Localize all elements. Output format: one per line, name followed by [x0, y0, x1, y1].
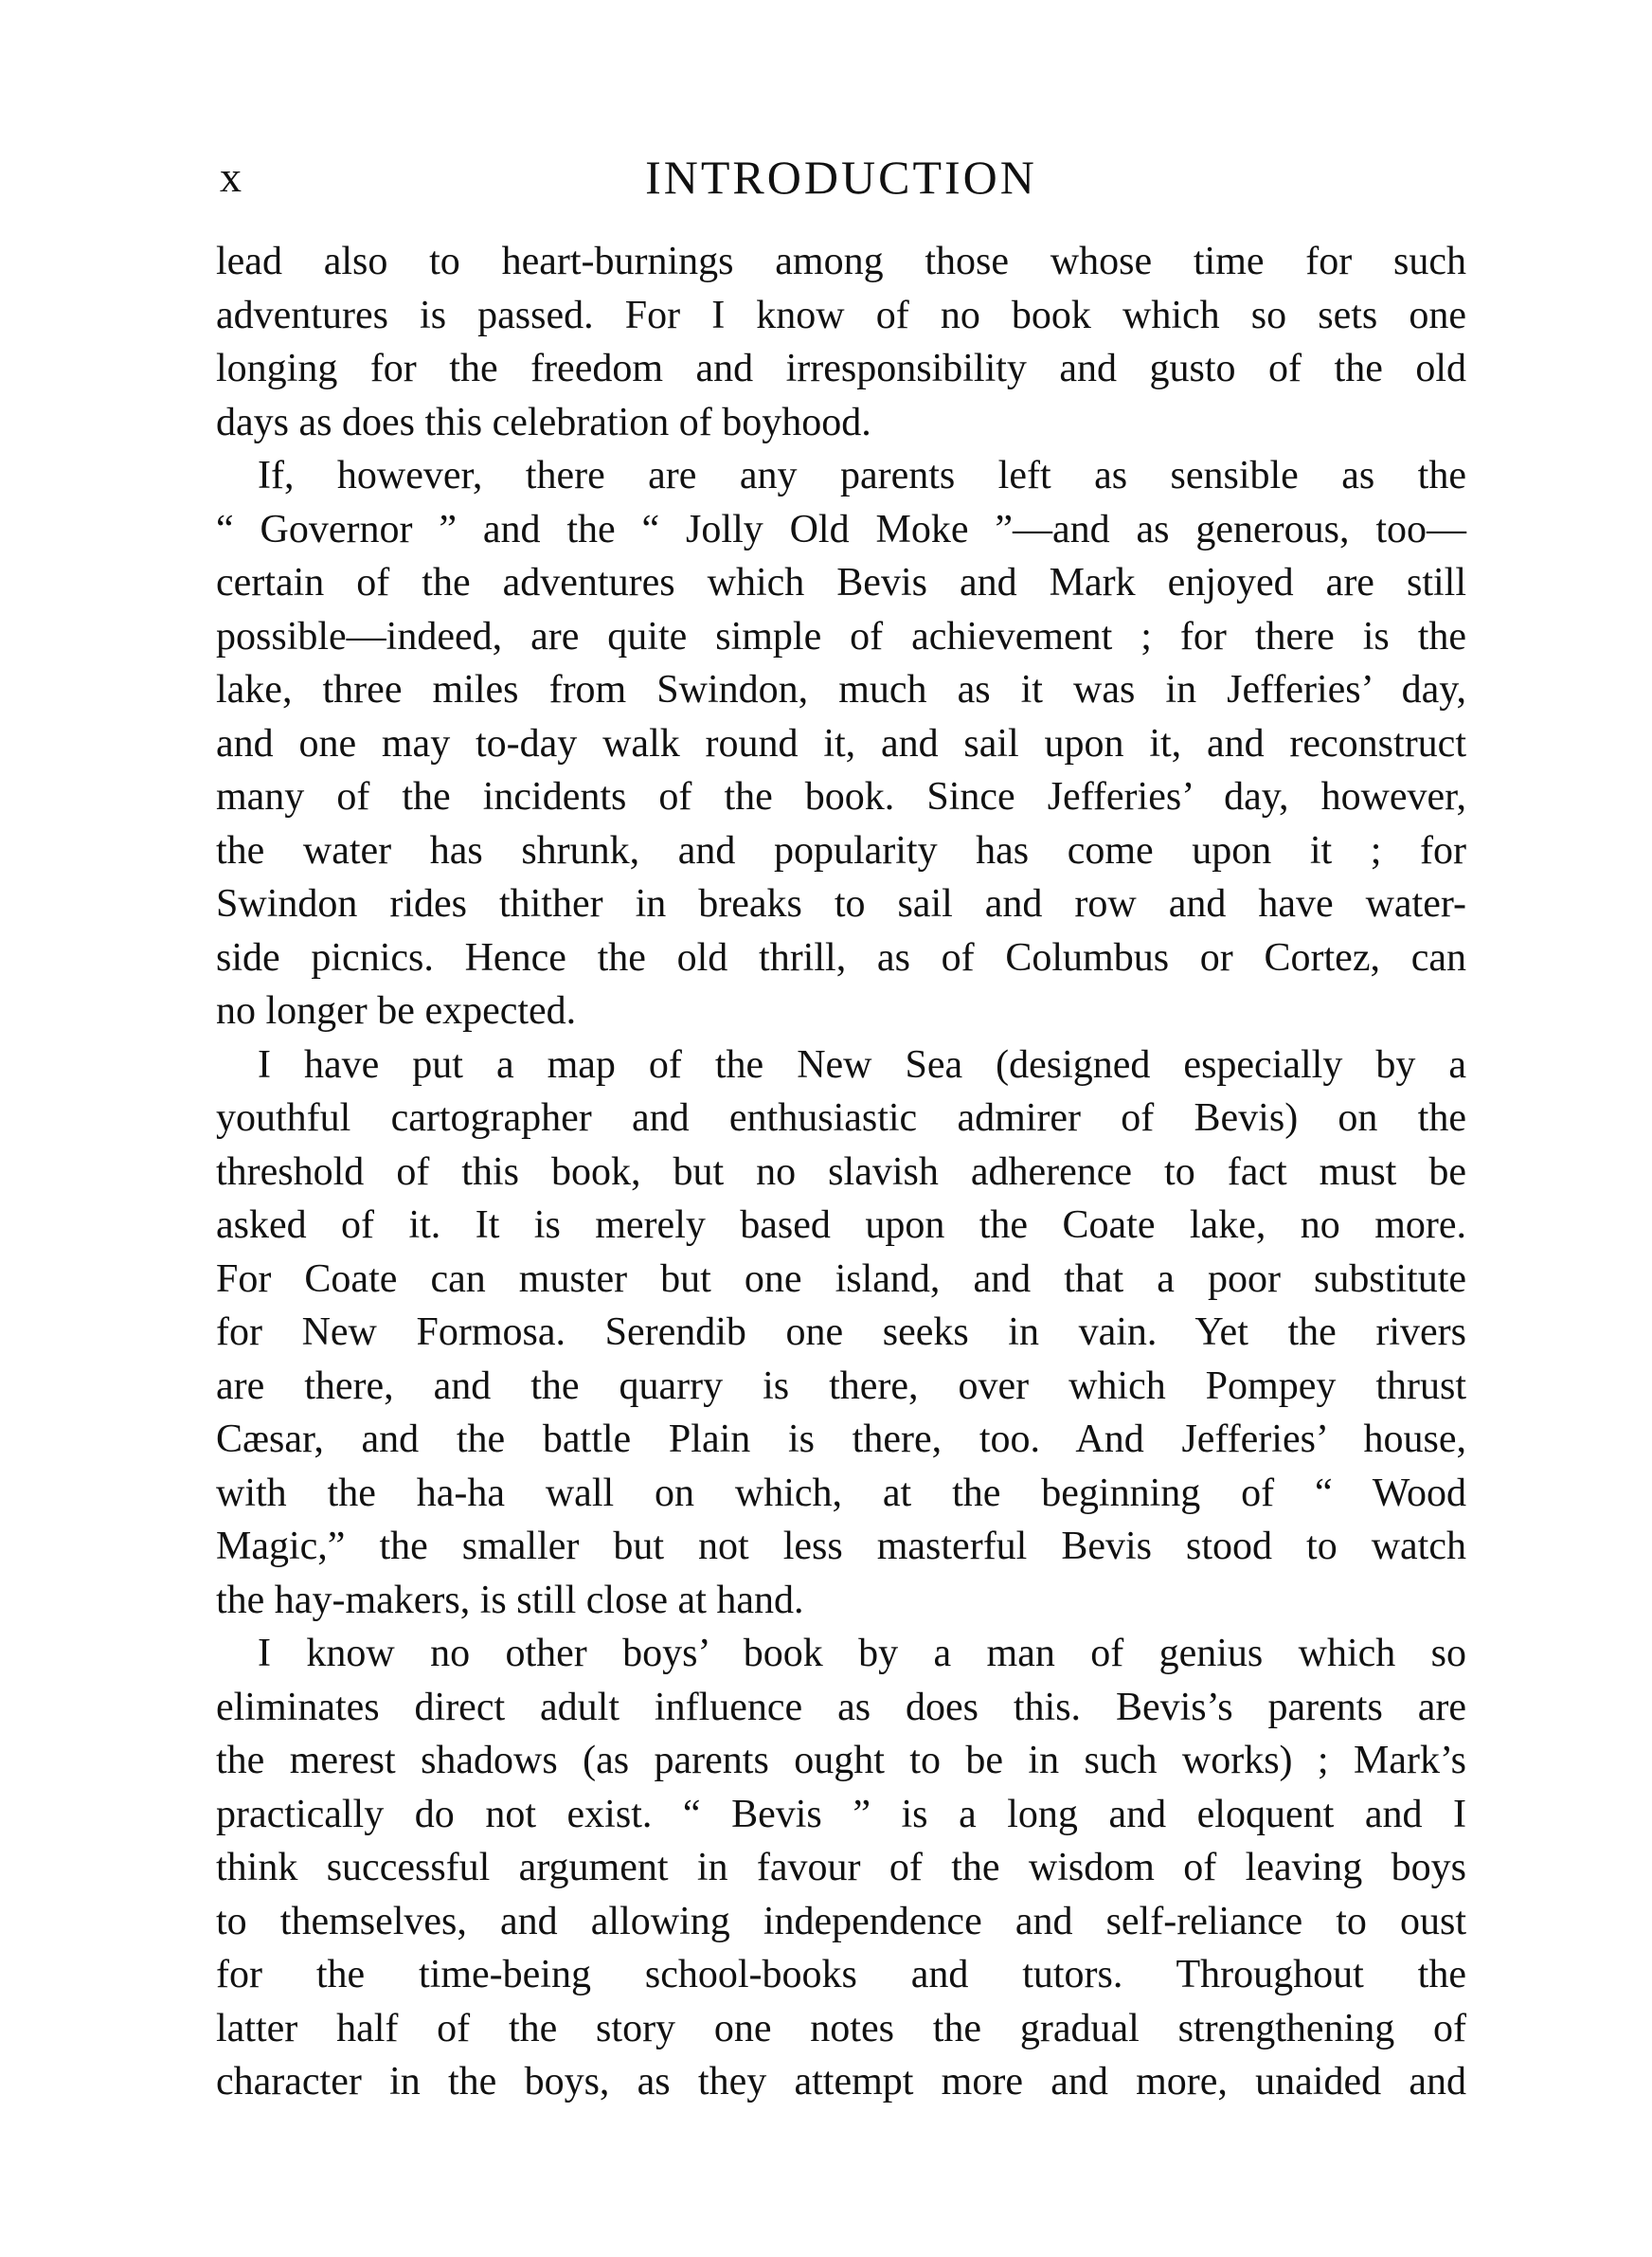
- text-line: side picnics. Hence the old thrill, as of Columbus or Cortez, can: [216, 935, 1466, 980]
- running-head: INTRODUCTION: [645, 151, 1037, 204]
- text-line: Magic,” the smaller but not less masterful Bevis stood to watch: [216, 1525, 1466, 1568]
- paragraph-1: [216, 235, 1466, 449]
- text-line: practically do not exist. “ Bevis ” is a long and eloquent and I: [216, 1792, 1466, 1836]
- text-line: I know no other boys’ book by a man of genius which so: [258, 1632, 1466, 1675]
- body-text: [216, 235, 1466, 2109]
- text-line: the hay-makers, is still close at hand.: [216, 1578, 804, 1622]
- text-line: no longer be expected.: [216, 989, 577, 1033]
- paragraph-2: [216, 449, 1466, 1038]
- text-line: are there, and the quarry is there, over which Pompey thrust: [216, 1363, 1466, 1408]
- text-line: lead also to heart-burnings among those whose time for such: [216, 240, 1466, 283]
- text-line: the merest shadows (as parents ought to be in such works) ; Mark’s: [216, 1739, 1466, 1782]
- text-line: to themselves, and allowing independence and self-reliance to oust: [216, 1899, 1466, 1943]
- page-number: x: [220, 153, 242, 201]
- text-line: If, however, there are any parents left as sensible as the: [258, 454, 1466, 497]
- text-line: for New Formosa. Serendib one seeks in vain. Yet the rivers: [216, 1310, 1466, 1354]
- text-line: threshold of this book, but no slavish adherence to fact must be: [216, 1149, 1466, 1194]
- text-line: asked of it. It is merely based upon the Coate lake, no more.: [216, 1203, 1466, 1247]
- text-line: with the ha-ha wall on which, at the beginning of “ Wood: [216, 1471, 1466, 1515]
- text-line: possible—indeed, are quite simple of achievement ; for there is the: [216, 614, 1466, 659]
- text-line: youthful cartographer and enthusiastic admirer of Bevis) on the: [216, 1096, 1466, 1140]
- text-line: the water has shrunk, and popularity has come upon it ; for: [216, 828, 1466, 873]
- text-line: many of the incidents of the book. Since Jefferies’ day, however,: [216, 775, 1466, 819]
- text-line: Cæsar, and the battle Plain is there, too. And Jefferies’ house,: [216, 1417, 1466, 1461]
- paragraph-3: [216, 1038, 1466, 1628]
- text-line: “ Governor ” and the “ Jolly Old Moke ”—and as generous, too—: [216, 507, 1466, 551]
- text-line: I have put a map of the New Sea (designed especially by a: [258, 1042, 1466, 1087]
- text-line: character in the boys, as they attempt more and more, unaided and: [216, 2060, 1466, 2104]
- text-line: Swindon rides thither in breaks to sail and row and have water-: [216, 882, 1466, 926]
- text-line: eliminates direct adult influence as does this. Bevis’s parents are: [216, 1685, 1466, 1729]
- text-line: think successful argument in favour of the wisdom of leaving boys: [216, 1846, 1466, 1889]
- text-line: For Coate can muster but one island, and that a poor substitute: [216, 1256, 1466, 1301]
- page-header: [216, 144, 1466, 210]
- text-line: days as does this celebration of boyhood.: [216, 400, 871, 444]
- text-line: latter half of the story one notes the gradual strengthening of: [216, 2006, 1466, 2050]
- text-line: certain of the adventures which Bevis and Mark enjoyed are still: [216, 561, 1466, 605]
- text-line: lake, three miles from Swindon, much as it was in Jefferies’ day,: [216, 668, 1466, 712]
- text-line: and one may to-day walk round it, and sail upon it, and reconstruct: [216, 721, 1466, 766]
- text-line: adventures is passed. For I know of no book which so sets one: [216, 293, 1466, 337]
- text-line: for the time-being school-books and tutors. Throughout the: [216, 1953, 1466, 1996]
- text-line: longing for the freedom and irresponsibility and gusto of the old: [216, 347, 1466, 390]
- paragraph-4: [216, 1627, 1466, 2109]
